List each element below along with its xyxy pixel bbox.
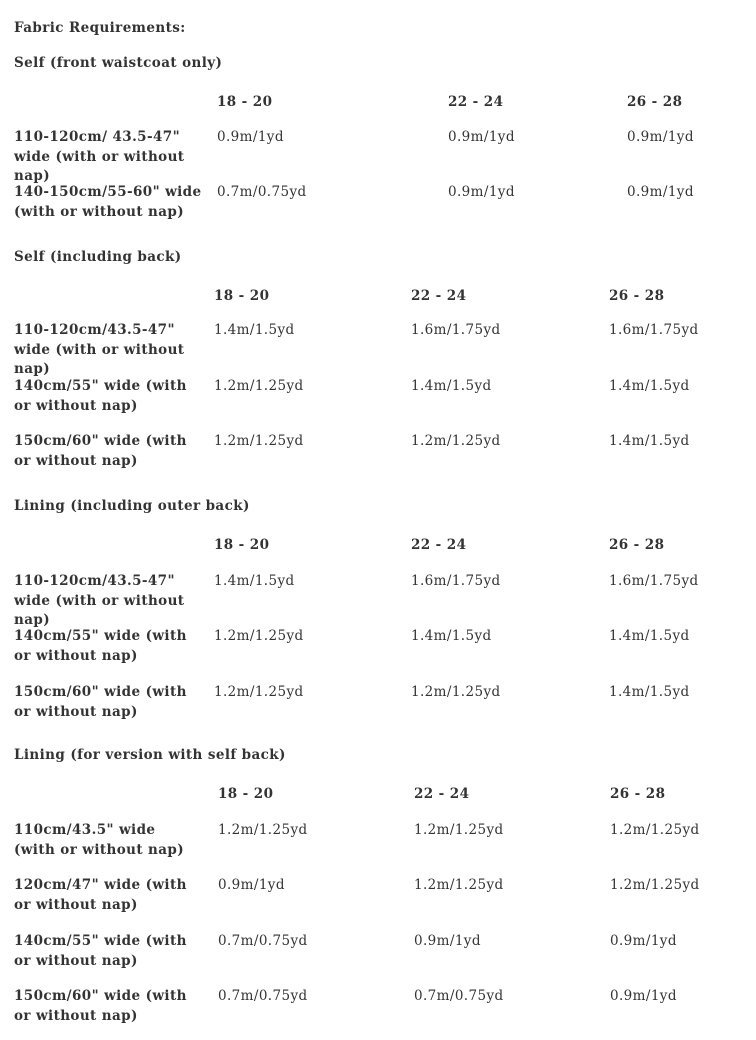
yardage-value: 1.6m/1.75yd [609,322,699,338]
page-title: Fabric Requirements: [14,20,186,36]
yardage-value: 1.2m/1.25yd [610,822,700,838]
table-row [14,377,744,417]
table-row [14,876,744,916]
table-row [14,627,744,667]
yardage-value: 1.6m/1.75yd [609,573,699,589]
yardage-value: 0.9m/1yd [610,988,677,1004]
size-column-header: 22 - 24 [448,94,504,110]
yardage-value: 0.9m/1yd [218,877,285,893]
yardage-value: 1.4m/1.5yd [411,628,492,644]
yardage-value: 0.7m/0.75yd [218,933,308,949]
yardage-value: 0.9m/1yd [448,129,515,145]
table-row [14,987,744,1027]
section-heading: Self (including back) [14,249,182,265]
yardage-value: 0.9m/1yd [627,129,694,145]
size-column-header: 26 - 28 [627,94,683,110]
size-column-header: 22 - 24 [411,288,467,304]
table-row [14,432,744,472]
fabric-width-label: 140cm/55" wide (with or without nap) [14,933,187,969]
fabric-width-label: 140-150cm/55-60" wide (with or without nap) [14,184,202,220]
size-column-header: 18 - 20 [217,94,273,110]
yardage-value: 0.9m/1yd [414,933,481,949]
yardage-value: 1.2m/1.25yd [214,628,304,644]
fabric-width-label: 150cm/60" wide (with or without nap) [14,684,187,720]
section-heading: Self (front waistcoat only) [14,55,223,71]
size-column-header: 22 - 24 [411,537,467,553]
yardage-value: 1.4m/1.5yd [609,433,690,449]
fabric-width-label: 110cm/43.5" wide (with or without nap) [14,822,185,858]
yardage-value: 1.4m/1.5yd [609,684,690,700]
yardage-value: 1.2m/1.25yd [214,378,304,394]
yardage-value: 0.7m/0.75yd [218,988,308,1004]
yardage-value: 1.4m/1.5yd [214,573,295,589]
size-column-header: 26 - 28 [610,786,666,802]
yardage-value: 1.6m/1.75yd [411,322,501,338]
yardage-value: 1.6m/1.75yd [411,573,501,589]
section-heading: Lining (for version with self back) [14,747,286,763]
yardage-value: 0.9m/1yd [627,184,694,200]
size-column-header: 18 - 20 [218,786,274,802]
table-row [14,321,744,377]
fabric-width-label: 110-120cm/ 43.5-47" wide (with or without nap) [14,129,185,184]
table-row [14,183,744,223]
section-heading: Lining (including outer back) [14,498,250,514]
fabric-width-label: 120cm/47" wide (with or without nap) [14,877,187,913]
yardage-value: 0.9m/1yd [217,129,284,145]
fabric-width-label: 150cm/60" wide (with or without nap) [14,988,187,1024]
yardage-value: 1.4m/1.5yd [214,322,295,338]
yardage-value: 1.4m/1.5yd [609,378,690,394]
yardage-value: 1.2m/1.25yd [218,822,308,838]
fabric-width-label: 140cm/55" wide (with or without nap) [14,378,187,414]
table-row [14,683,744,723]
table-row [14,932,744,972]
table-row [14,821,744,861]
yardage-value: 1.2m/1.25yd [411,684,501,700]
fabric-width-label: 150cm/60" wide (with or without nap) [14,433,187,469]
yardage-value: 1.2m/1.25yd [411,433,501,449]
size-column-header: 26 - 28 [609,537,665,553]
yardage-value: 0.7m/0.75yd [217,184,307,200]
yardage-value: 1.4m/1.5yd [609,628,690,644]
yardage-value: 1.4m/1.5yd [411,378,492,394]
size-column-header: 18 - 20 [214,537,270,553]
fabric-width-label: 140cm/55" wide (with or without nap) [14,628,187,664]
fabric-width-label: 110-120cm/43.5-47" wide (with or without nap) [14,322,185,377]
yardage-value: 0.9m/1yd [610,933,677,949]
fabric-width-label: 110-120cm/43.5-47" wide (with or without nap) [14,573,185,628]
table-row [14,128,744,184]
size-column-header: 26 - 28 [609,288,665,304]
yardage-value: 1.2m/1.25yd [610,877,700,893]
fabric-requirements-document [14,0,744,1040]
size-column-header: 22 - 24 [414,786,470,802]
size-column-header: 18 - 20 [214,288,270,304]
yardage-value: 1.2m/1.25yd [414,822,504,838]
table-row [14,572,744,628]
yardage-value: 0.9m/1yd [448,184,515,200]
yardage-value: 1.2m/1.25yd [414,877,504,893]
yardage-value: 1.2m/1.25yd [214,684,304,700]
yardage-value: 0.7m/0.75yd [414,988,504,1004]
yardage-value: 1.2m/1.25yd [214,433,304,449]
